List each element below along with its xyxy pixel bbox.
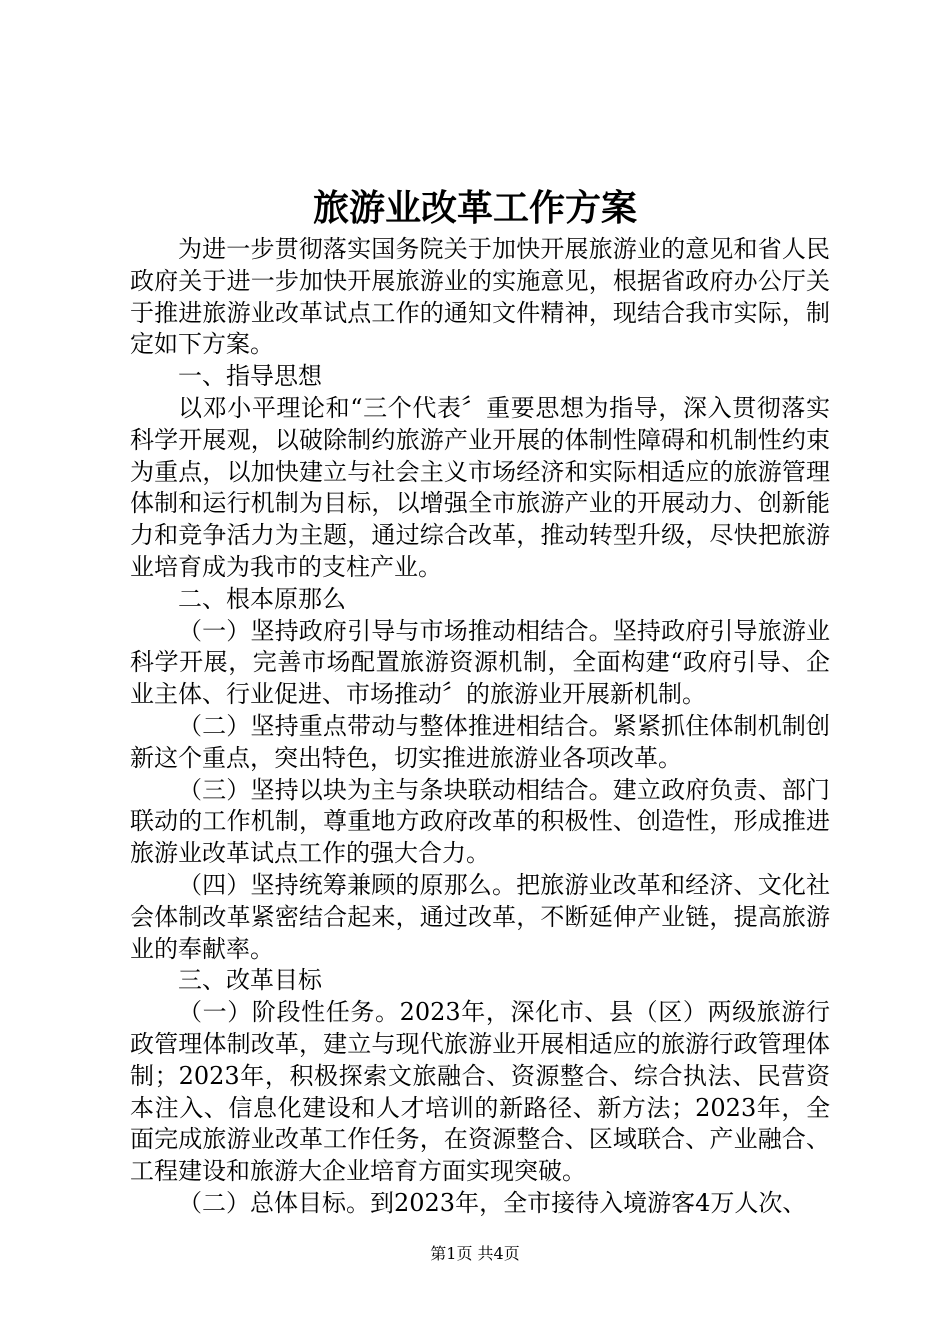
- document-body: [130, 234, 830, 1220]
- page-footer: 第1页 共4页: [430, 1244, 520, 1263]
- paragraph-principle-3: （三）坚持以块为主与条块联动相结合。建立政府负责、部门联动的工作机制，尊重地方政府改革的积极性、创造性，形成推进旅游业改革试点工作的强大合力。: [130, 775, 830, 868]
- section-heading-goals: 三、改革目标: [178, 966, 322, 995]
- paragraph-goal-stages: （一）阶段性任务。2023年，深化市、县（区）两级旅游行政管理体制改革，建立与现代旅游业开展相适应的旅游行政管理体制；2023年，积极探索文旅融合、资源整合、综合执法、民营资本注入、信息化建设和人才培训的新路径、新方法；2023年，全面完成旅游业改革工作任务，在资源整合、区域联合、产业融合、工程建设和旅游大企业培育方面实现突破。: [130, 998, 830, 1186]
- paragraph-principle-1: （一）坚持政府引导与市场推动相结合。坚持政府引导旅游业科学开展，完善市场配置旅游资源机制，全面构建“政府引导、企业主体、行业促进、市场推动〞的旅游业开展新机制。: [130, 616, 830, 709]
- paragraph-guiding-ideology: 以邓小平理论和“三个代表〞重要思想为指导，深入贯彻落实科学开展观，以破除制约旅游产业开展的体制性障碍和机制性约束为重点，以加快建立与社会主义市场经济和实际相适应的旅游管理体制和运行机制为目标，以增强全市旅游产业的开展动力、创新能力和竞争活力为主题，通过综合改革，推动转型升级，尽快把旅游业培育成为我市的支柱产业。: [130, 393, 830, 581]
- section-heading-guiding-ideology: 一、指导思想: [178, 362, 322, 391]
- paragraph-principle-4: （四）坚持统筹兼顾的原那么。把旅游业改革和经济、文化社会体制改革紧密结合起来，通过改革，不断延伸产业链，提高旅游业的奉献率。: [130, 870, 830, 963]
- paragraph-goal-overall: （二）总体目标。到2023年，全市接待入境游客4万人次、: [178, 1188, 807, 1217]
- page-title: 旅游业改革工作方案: [312, 187, 637, 229]
- paragraph-intro: 为进一步贯彻落实国务院关于加快开展旅游业的意见和省人民政府关于进一步加快开展旅游业的实施意见，根据省政府办公厅关于推进旅游业改革试点工作的通知文件精神，现结合我市实际，制定如下方案。: [130, 235, 830, 359]
- section-heading-principles: 二、根本原那么: [178, 584, 346, 613]
- paragraph-principle-2: （二）坚持重点带动与整体推进相结合。紧紧抓住体制机制创新这个重点，突出特色，切实推进旅游业各项改革。: [130, 711, 830, 772]
